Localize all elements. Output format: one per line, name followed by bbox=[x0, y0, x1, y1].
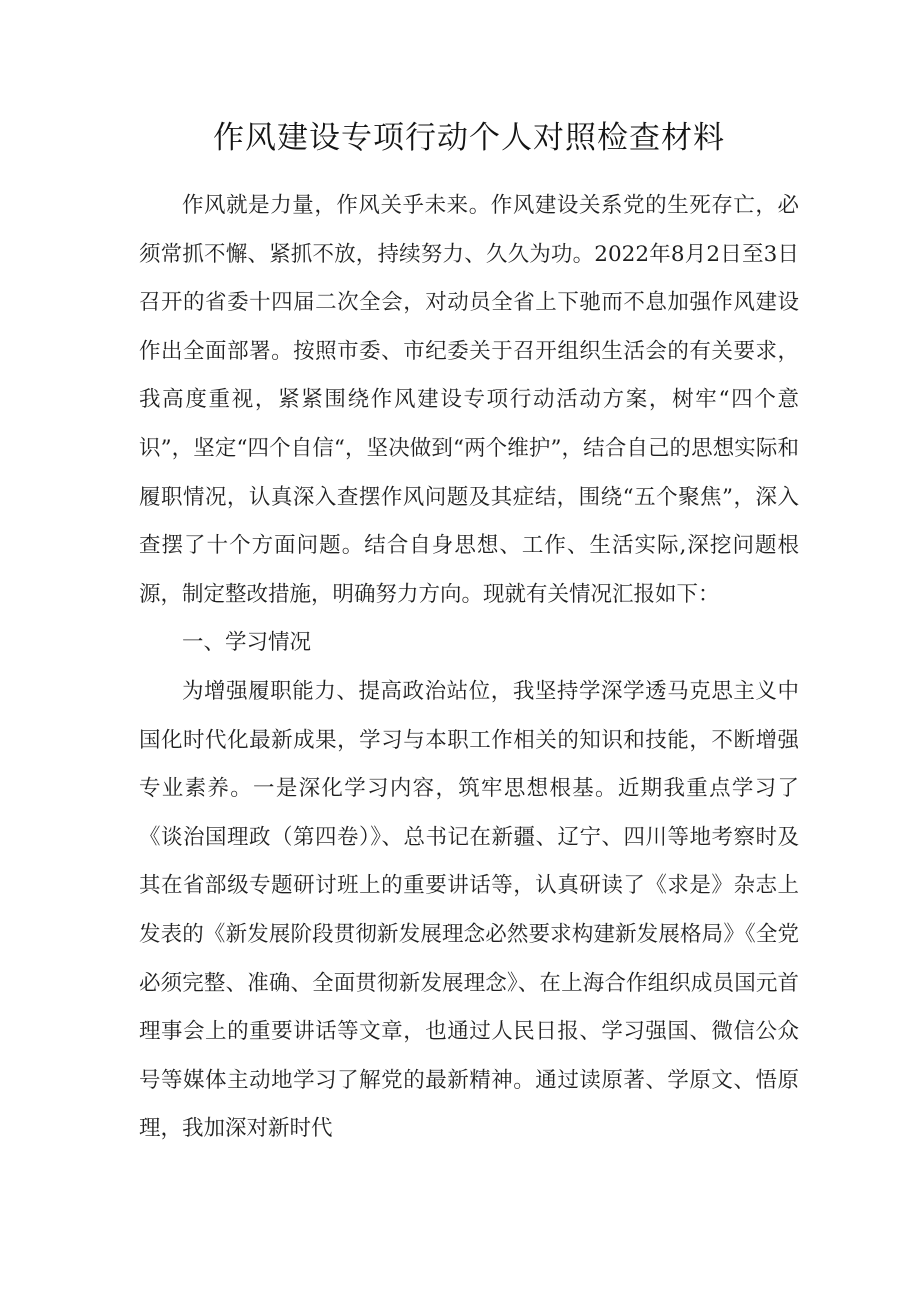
intro-paragraph: 作风就是力量，作风关乎未来。作风建设关系党的生死存亡，必须常抓不懈、紧抓不放，持续努力、久久为功。2022年8月2日至3日召开的省委十四届二次全会，对动员全省上下驰而不息加强作风建设作出全面部署。按照市委、市纪委关于召开组织生活会的有关要求，我高度重视，紧紧围绕作风建设专项行动活动方案，树牢“四个意识”，坚定“四个自信“，坚决做到“两个维护”，结合自己的思想实际和履职情况，认真深入查摆作风问题及其症结，围绕“五个聚焦”，深入查摆了十个方面问题。结合自身思想、工作、生活实际,深挖问题根源，制定整改措施，明确努力方向。现就有关情况汇报如下： bbox=[139, 193, 799, 607]
document-title: 作风建设专项行动个人对照检查材料 bbox=[213, 120, 725, 156]
section-heading-study: 一、学习情况 bbox=[182, 630, 312, 656]
document-page bbox=[139, 112, 799, 1154]
study-paragraph: 为增强履职能力、提高政治站位，我坚持学深学透马克思主义中国化时代化最新成果，学习与本职工作相关的知识和技能，不断增强专业素养。一是深化学习内容，筑牢思想根基。近期我重点学习了《谈治国理政（第四卷）》、总书记在新疆、辽宁、四川等地考察时及其在省部级专题研讨班上的重要讲话等，认真研读了《求是》杂志上发表的《新发展阶段贯彻新发展理念必然要求构建新发展格局》《全党必须完整、准确、全面贯彻新发展理念》、在上海合作组织成员国元首理事会上的重要讲话等文章，也通过人民日报、学习强国、微信公众号等媒体主动地学习了解党的最新精神。通过读原著、学原文、悟原理，我加深对新时代 bbox=[139, 678, 799, 1142]
